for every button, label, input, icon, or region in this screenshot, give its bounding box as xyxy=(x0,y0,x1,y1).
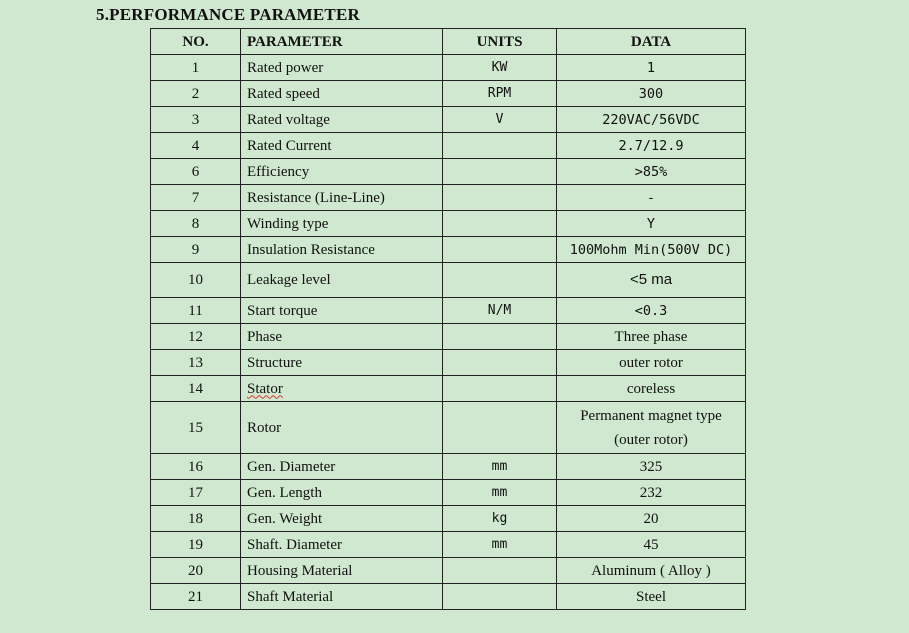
header-parameter: PARAMETER xyxy=(241,29,443,55)
row-data: coreless xyxy=(557,376,746,402)
row-units xyxy=(443,324,557,350)
table-row xyxy=(151,81,746,107)
table-row xyxy=(151,324,746,350)
row-data: <0.3 xyxy=(557,298,746,324)
row-parameter: Gen. Length xyxy=(241,480,443,506)
row-parameter-text: Stator xyxy=(247,380,283,397)
table-row xyxy=(151,159,746,185)
row-no: 3 xyxy=(151,107,241,133)
header-data: DATA xyxy=(557,29,746,55)
row-data-line-2: (outer rotor) xyxy=(614,431,688,448)
performance-parameter-table xyxy=(150,28,746,610)
table-row xyxy=(151,558,746,584)
row-no: 18 xyxy=(151,506,241,532)
row-parameter: Winding type xyxy=(241,211,443,237)
row-data: 300 xyxy=(557,81,746,107)
row-parameter: Rated Current xyxy=(241,133,443,159)
table-row xyxy=(151,506,746,532)
table-row xyxy=(151,454,746,480)
row-units xyxy=(443,263,557,298)
table-row xyxy=(151,584,746,610)
row-no: 20 xyxy=(151,558,241,584)
row-no: 11 xyxy=(151,298,241,324)
row-parameter: Phase xyxy=(241,324,443,350)
row-data: 45 xyxy=(557,532,746,558)
row-units xyxy=(443,584,557,610)
row-units: mm xyxy=(443,480,557,506)
row-units xyxy=(443,237,557,263)
row-no: 19 xyxy=(151,532,241,558)
row-units xyxy=(443,185,557,211)
row-data: 1 xyxy=(557,55,746,81)
row-data-line-1: Permanent magnet type xyxy=(580,407,722,424)
row-parameter: Rated speed xyxy=(241,81,443,107)
row-parameter: Housing Material xyxy=(241,558,443,584)
row-parameter: Gen. Weight xyxy=(241,506,443,532)
row-no: 10 xyxy=(151,263,241,298)
row-parameter: Rated power xyxy=(241,55,443,81)
row-no: 15 xyxy=(151,402,241,454)
row-data: 100Mohm Min(500V DC) xyxy=(557,237,746,263)
row-data xyxy=(557,402,746,454)
row-parameter: Start torque xyxy=(241,298,443,324)
row-no: 2 xyxy=(151,81,241,107)
table-row xyxy=(151,402,746,454)
row-data: 232 xyxy=(557,480,746,506)
row-no: 8 xyxy=(151,211,241,237)
row-data: 2.7/12.9 xyxy=(557,133,746,159)
row-units: mm xyxy=(443,454,557,480)
row-parameter: Rotor xyxy=(241,402,443,454)
table-row xyxy=(151,532,746,558)
row-parameter: Leakage level xyxy=(241,263,443,298)
table-row xyxy=(151,480,746,506)
row-no: 12 xyxy=(151,324,241,350)
row-parameter: Structure xyxy=(241,350,443,376)
section-title: 5.PERFORMANCE PARAMETER xyxy=(96,5,360,24)
row-parameter: Shaft. Diameter xyxy=(241,532,443,558)
row-parameter: Insulation Resistance xyxy=(241,237,443,263)
row-parameter xyxy=(241,376,443,402)
row-no: 6 xyxy=(151,159,241,185)
row-units: kg xyxy=(443,506,557,532)
row-units xyxy=(443,133,557,159)
row-units: V xyxy=(443,107,557,133)
row-units: KW xyxy=(443,55,557,81)
table-row xyxy=(151,350,746,376)
row-data: Steel xyxy=(557,584,746,610)
row-no: 4 xyxy=(151,133,241,159)
row-data: Aluminum ( Alloy ) xyxy=(557,558,746,584)
row-parameter: Resistance (Line-Line) xyxy=(241,185,443,211)
row-no: 16 xyxy=(151,454,241,480)
row-no: 21 xyxy=(151,584,241,610)
row-units: RPM xyxy=(443,81,557,107)
row-units: N/M xyxy=(443,298,557,324)
row-no: 13 xyxy=(151,350,241,376)
row-parameter: Gen. Diameter xyxy=(241,454,443,480)
row-units xyxy=(443,350,557,376)
row-parameter: Shaft Material xyxy=(241,584,443,610)
row-data: <5 ma xyxy=(557,263,746,298)
row-data: Three phase xyxy=(557,324,746,350)
header-units: UNITS xyxy=(443,29,557,55)
row-no: 9 xyxy=(151,237,241,263)
header-no: NO. xyxy=(151,29,241,55)
table-row xyxy=(151,211,746,237)
row-units: mm xyxy=(443,532,557,558)
row-units xyxy=(443,211,557,237)
row-units xyxy=(443,376,557,402)
row-data: 220VAC/56VDC xyxy=(557,107,746,133)
table-row xyxy=(151,107,746,133)
row-no: 14 xyxy=(151,376,241,402)
table-row xyxy=(151,133,746,159)
row-data: 20 xyxy=(557,506,746,532)
row-parameter: Rated voltage xyxy=(241,107,443,133)
table-row xyxy=(151,263,746,298)
row-no: 17 xyxy=(151,480,241,506)
row-no: 7 xyxy=(151,185,241,211)
table-header-row xyxy=(151,29,746,55)
row-data: - xyxy=(557,185,746,211)
table-row xyxy=(151,55,746,81)
table-row xyxy=(151,376,746,402)
row-data: outer rotor xyxy=(557,350,746,376)
row-data: 325 xyxy=(557,454,746,480)
row-no: 1 xyxy=(151,55,241,81)
row-data: >85% xyxy=(557,159,746,185)
table-row xyxy=(151,185,746,211)
row-data: Y xyxy=(557,211,746,237)
table-row xyxy=(151,298,746,324)
row-units xyxy=(443,558,557,584)
row-units xyxy=(443,159,557,185)
table-row xyxy=(151,237,746,263)
row-parameter: Efficiency xyxy=(241,159,443,185)
row-units xyxy=(443,402,557,454)
